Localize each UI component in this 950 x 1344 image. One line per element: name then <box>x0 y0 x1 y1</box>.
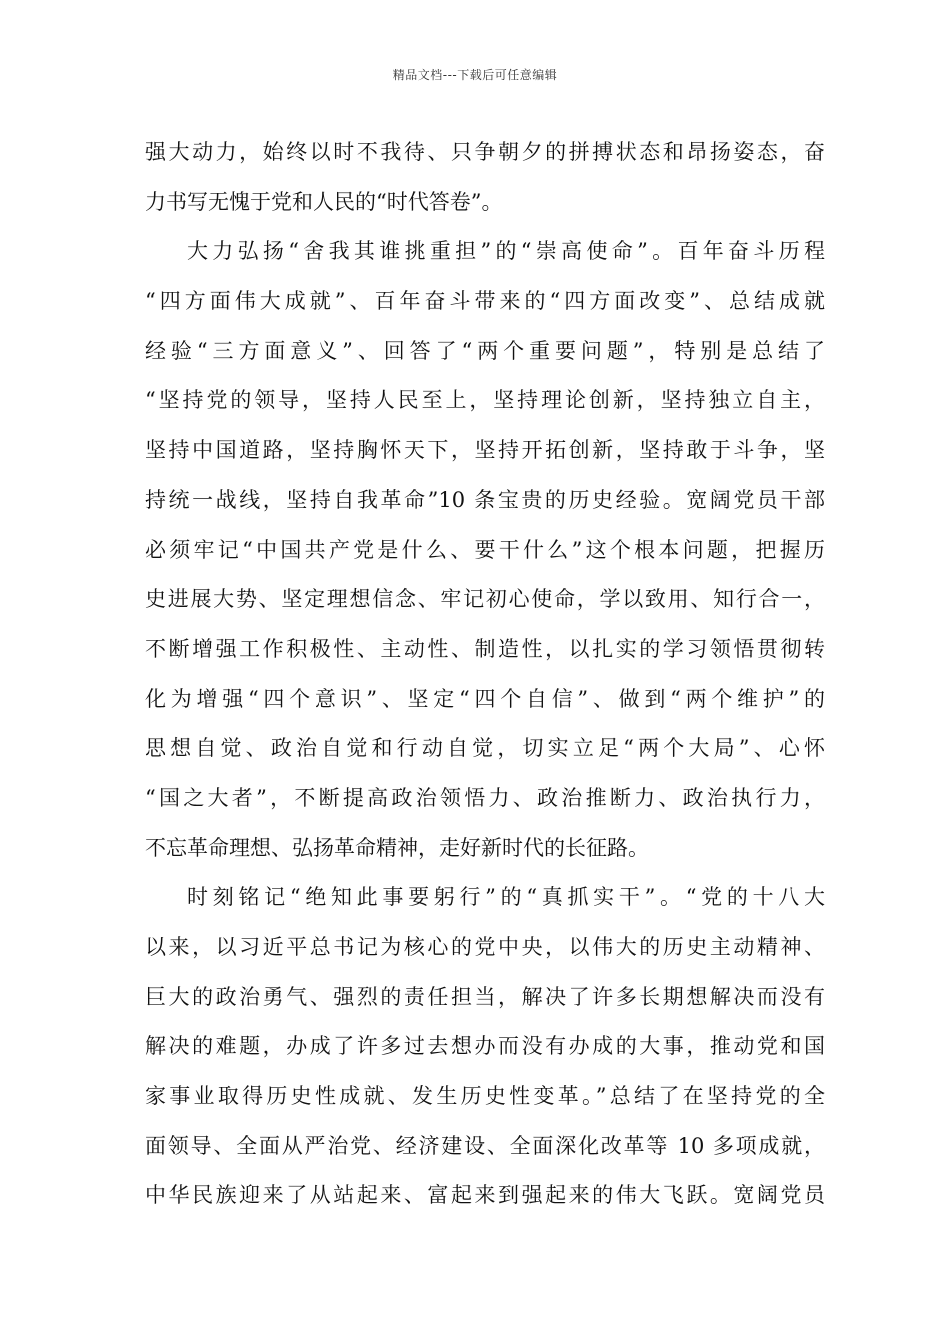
text-line: “四方面伟大成就”、百年奋斗带来的“四方面改变”、总结成就 <box>145 289 825 314</box>
text-line: 大力弘扬“舍我其谁挑重担”的“崇高使命”。百年奋斗历程 <box>187 239 825 264</box>
text-line: 坚持中国道路，坚持胸怀天下，坚持开拓创新，坚持敢于斗争，坚 <box>145 438 825 463</box>
text-line: 不忘革命理想、弘扬革命精神，走好新时代的长征路。 <box>145 835 649 860</box>
text-line: 中华民族迎来了从站起来、富起来到强起来的伟大飞跃。宽阔党员 <box>145 1183 825 1208</box>
text-line: 持统一战线，坚持自我革命”10 条宝贵的历史经验。宽阔党员干部 <box>145 487 825 512</box>
text-line: 思想自觉、政治自觉和行动自觉，切实立足“两个大局”、心怀 <box>145 736 825 761</box>
text-line: 巨大的政治勇气、强烈的责任担当，解决了许多长期想解决而没有 <box>145 984 825 1009</box>
text-line: 面领导、全面从严治党、经济建设、全面深化改革等 10 多项成就， <box>145 1133 825 1158</box>
text-line: “坚持党的领导，坚持人民至上，坚持理论创新，坚持独立自主， <box>145 388 825 413</box>
text-line: 时刻铭记“绝知此事要躬行”的“真抓实干”。“党的十八大 <box>187 885 825 910</box>
text-line: 强大动力，始终以时不我待、只争朝夕的拼搏状态和昂扬姿态，奋 <box>145 140 825 164</box>
text-line: 史进展大势、坚定理想信念、牢记初心使命，学以致用、知行合一， <box>145 587 825 612</box>
document-body <box>145 128 825 1221</box>
text-line: 化为增强“四个意识”、坚定“四个自信”、做到“两个维护”的 <box>145 686 825 711</box>
text-line: 家事业取得历史性成就、发生历史性变革。”总结了在坚持党的全 <box>145 1084 825 1109</box>
text-line: 解决的难题，办成了许多过去想办而没有办成的大事，推动党和国 <box>145 1034 825 1059</box>
text-line: 以来，以习近平总书记为核心的党中央，以伟大的历史主动精神、 <box>145 935 825 959</box>
page-header: 精品文档---下载后可任意编辑 <box>392 68 558 82</box>
text-line: “国之大者”，不断提高政治领悟力、政治推断力、政治执行力， <box>145 785 825 810</box>
text-line: 力书写无愧于党和人民的“时代答卷”。 <box>145 189 503 214</box>
text-line: 必须牢记“中国共产党是什么、要干什么”这个根本问题，把握历 <box>145 537 825 562</box>
text-line: 不断增强工作积极性、主动性、制造性，以扎实的学习领悟贯彻转 <box>145 636 825 661</box>
text-line: 经验“三方面意义”、回答了“两个重要问题”，特别是总结了 <box>145 338 825 363</box>
